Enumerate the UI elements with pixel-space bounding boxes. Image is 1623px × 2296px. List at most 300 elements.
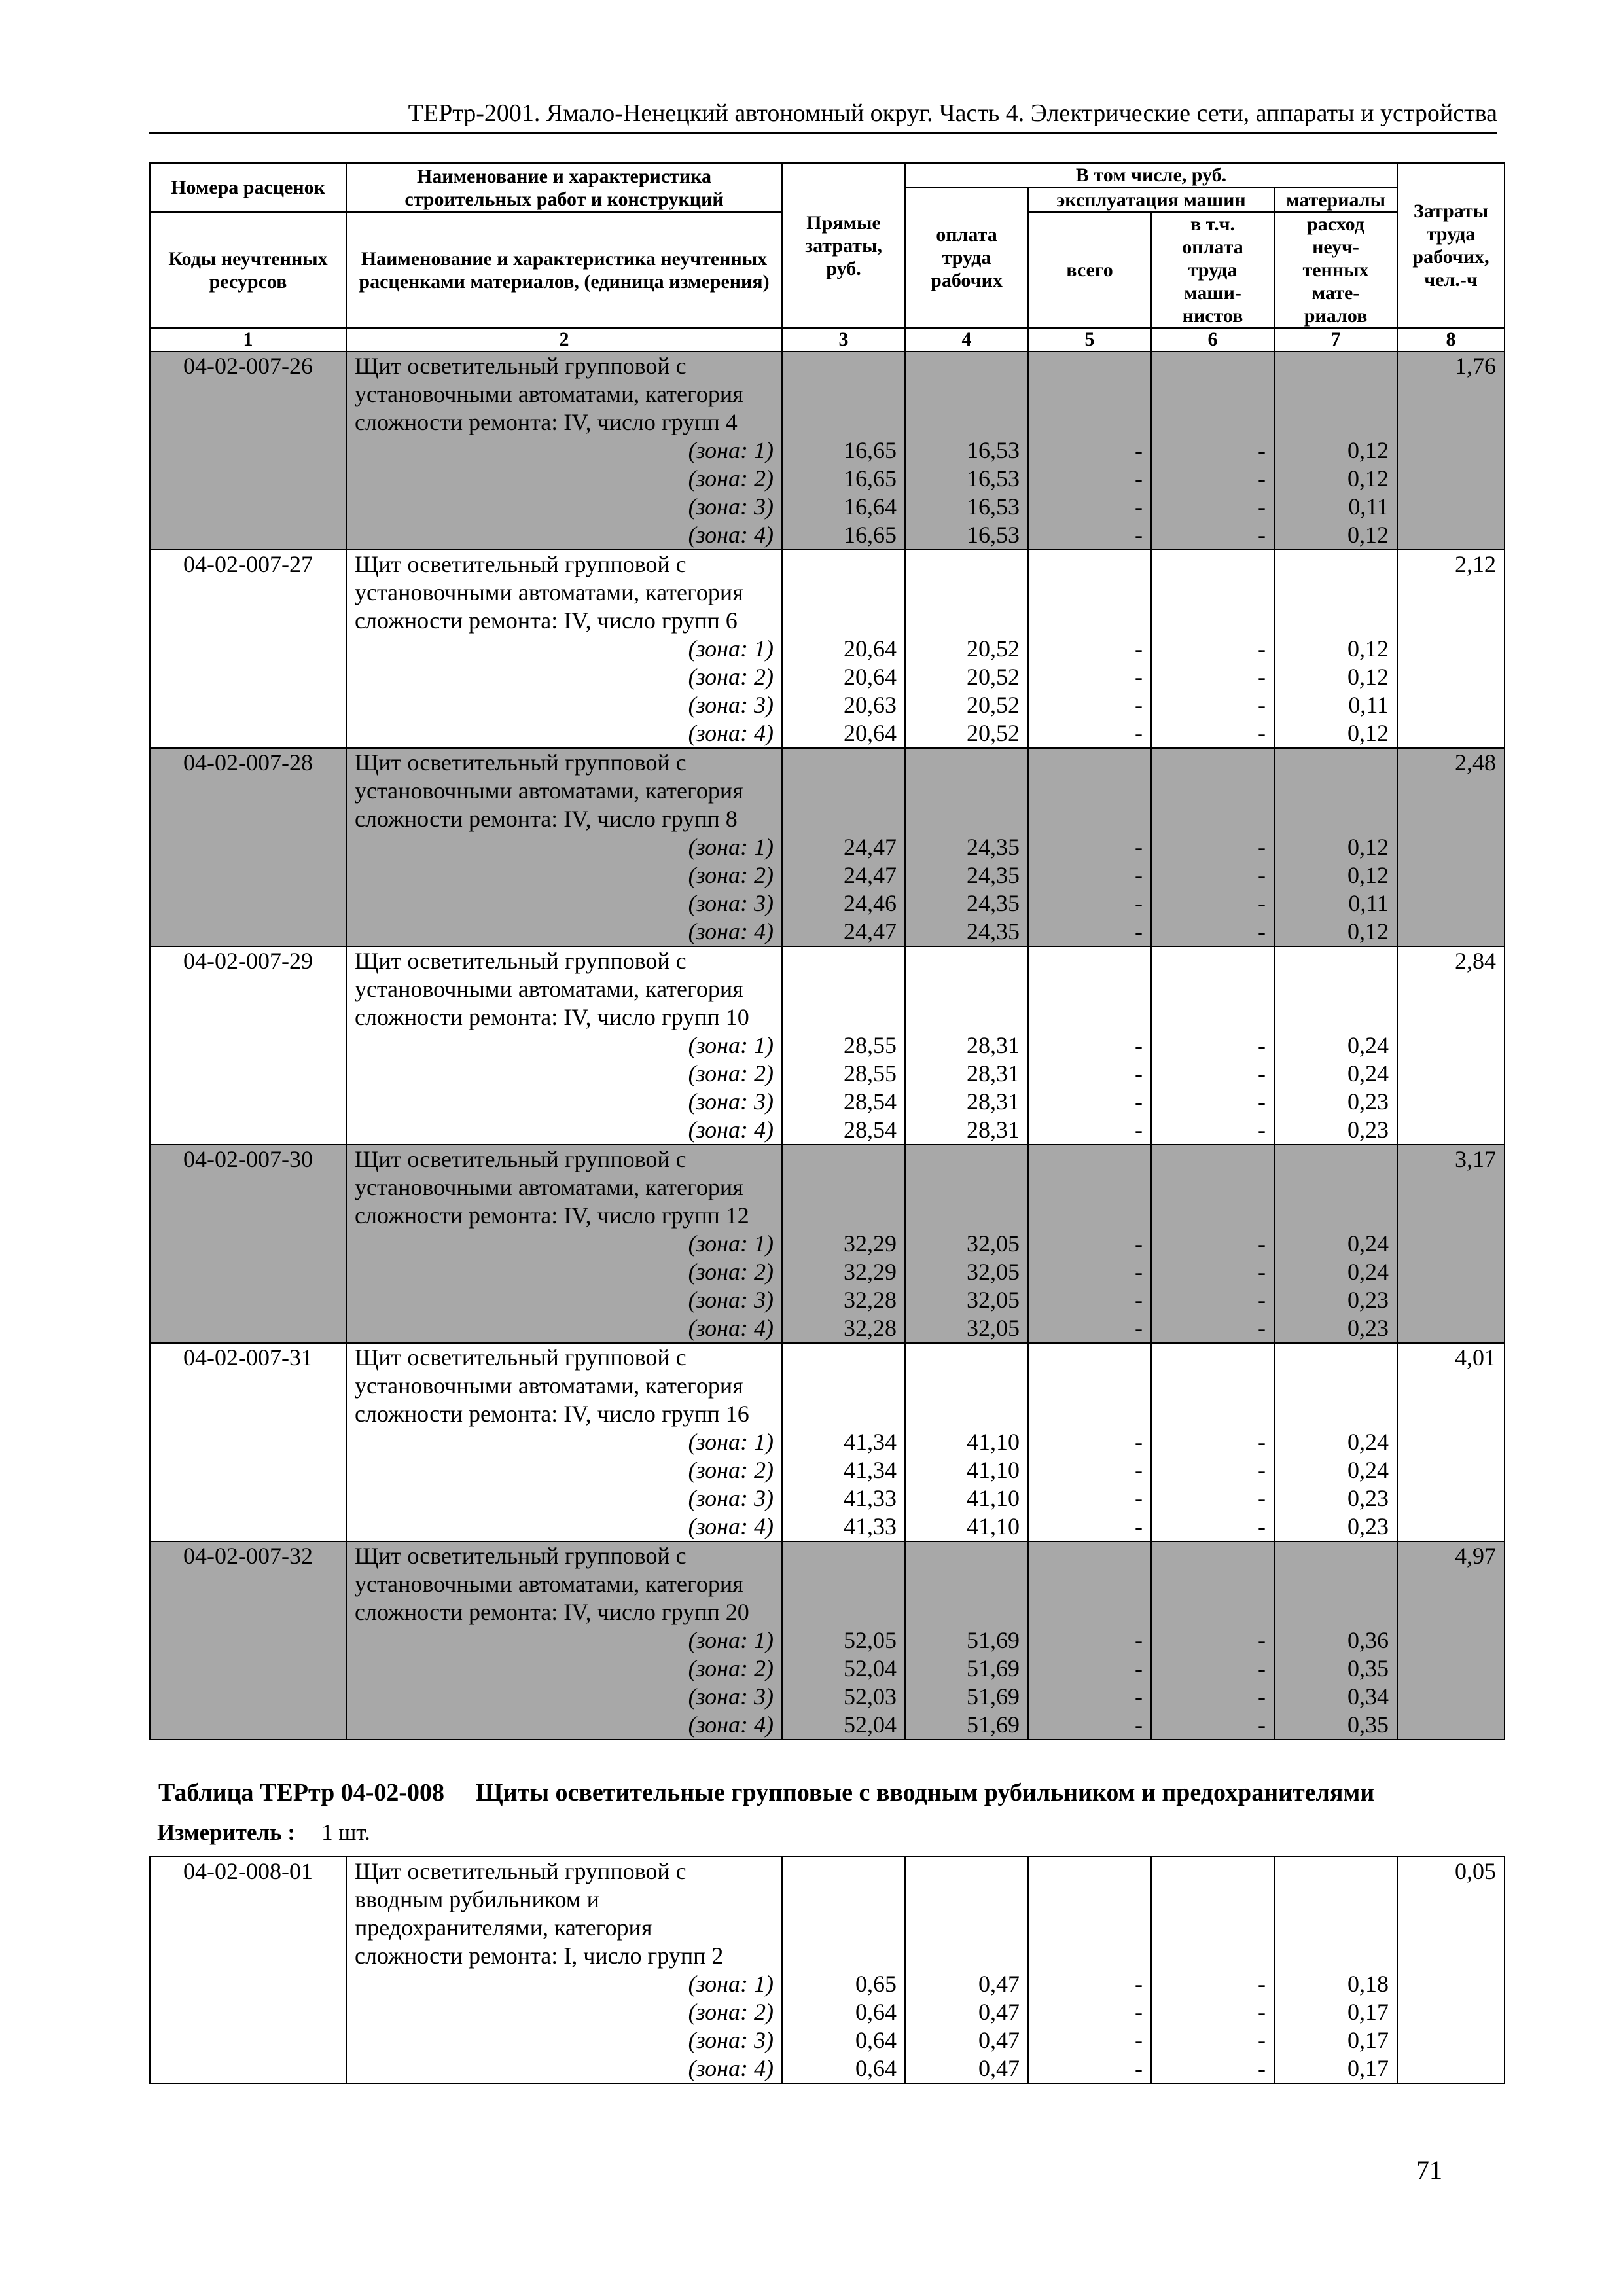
header-machine-operation: эксплуатация машин	[1028, 187, 1274, 212]
description-line: Щит осветительный групповой с	[355, 948, 687, 974]
description-line: установочными автоматами, категория	[355, 1174, 743, 1200]
blank-line	[914, 805, 1020, 833]
cell-value: 20,64	[844, 664, 897, 690]
zone-label: (зона: 4)	[688, 1315, 774, 1341]
blank-line	[1160, 1174, 1266, 1202]
cell-value: -	[1135, 1287, 1143, 1313]
blank-line	[1037, 550, 1143, 579]
header-resource-codes: Коды неучтенных ресурсов	[150, 212, 346, 328]
cell-value: -	[1135, 1999, 1143, 2025]
cell-value: 0,34	[1347, 1683, 1389, 1710]
zone-label: (зона: 3)	[688, 692, 774, 718]
cell-value: 0,24	[1347, 1060, 1389, 1086]
blank-line	[1160, 1145, 1266, 1174]
blank-line	[1160, 1857, 1266, 1886]
cell-value: 0,23	[1347, 1117, 1389, 1143]
cell-value: 0,12	[1347, 918, 1389, 944]
blank-line	[1160, 805, 1266, 833]
blank-line	[1160, 1400, 1266, 1428]
cell-value: -	[1135, 1429, 1143, 1455]
cell-value: -	[1135, 834, 1143, 860]
blank-line	[914, 380, 1020, 408]
zone-label: (зона: 2)	[688, 1060, 774, 1086]
blank-line	[791, 1174, 897, 1202]
cell-value: -	[1258, 1655, 1266, 1681]
blank-line	[791, 1400, 897, 1428]
blank-line	[1037, 1372, 1143, 1400]
cell-value: -	[1135, 1683, 1143, 1710]
cell-value: 0,17	[1347, 1999, 1389, 2025]
description-line: Щит осветительный групповой с	[355, 353, 687, 379]
rate-code: 04-02-007-26	[150, 351, 346, 550]
blank-line	[791, 1145, 897, 1174]
description-line: установочными автоматами, категория	[355, 1571, 743, 1597]
zone-label: (зона: 1)	[688, 1429, 774, 1455]
blank-line	[791, 1886, 897, 1914]
blank-line	[1283, 352, 1389, 380]
blank-line	[1160, 975, 1266, 1003]
blank-line	[1037, 1598, 1143, 1626]
cell-value: -	[1258, 1971, 1266, 1997]
header-rate-numbers: Номера расценок	[150, 163, 346, 212]
header-machines-total: всего	[1028, 212, 1151, 328]
cell-value: 51,69	[967, 1627, 1020, 1653]
table2-unit	[157, 1820, 370, 1846]
zone-label: (зона: 1)	[688, 1230, 774, 1257]
blank-line	[1160, 1914, 1266, 1942]
blank-line	[1037, 1542, 1143, 1570]
cell-value: 24,47	[844, 862, 897, 888]
zone-label: (зона: 1)	[688, 1032, 774, 1058]
cell-value: 0,64	[855, 2055, 897, 2081]
blank-line	[914, 607, 1020, 635]
cell-value: -	[1258, 1485, 1266, 1511]
worker-pay-cell	[905, 1857, 1028, 2083]
cell-value: -	[1258, 834, 1266, 860]
blank-line	[791, 550, 897, 579]
cell-value: 20,64	[844, 720, 897, 746]
rate-code: 04-02-007-30	[150, 1145, 346, 1343]
zone-label: (зона: 2)	[688, 1457, 774, 1483]
rate-code: 04-02-008-01	[150, 1857, 346, 2083]
blank-line	[1160, 749, 1266, 777]
machines-total-cell	[1028, 351, 1151, 550]
blank-line	[1037, 607, 1143, 635]
worker-pay-cell	[905, 1145, 1028, 1343]
machinist-pay-cell	[1151, 748, 1274, 946]
cell-value: -	[1135, 1655, 1143, 1681]
cell-value: 28,31	[967, 1088, 1020, 1115]
rate-description	[346, 1343, 782, 1541]
zone-label: (зона: 2)	[688, 1655, 774, 1681]
cell-value: 28,55	[844, 1060, 897, 1086]
materials-cell	[1274, 1343, 1397, 1541]
direct-cost-cell	[782, 1541, 905, 1740]
blank-line	[791, 1344, 897, 1372]
table2-rates	[149, 1856, 1505, 2084]
cell-value: 41,33	[844, 1513, 897, 1539]
blank-line	[1160, 607, 1266, 635]
blank-line	[1283, 408, 1389, 437]
rate-row	[150, 946, 1505, 1145]
rate-row	[150, 550, 1505, 748]
worker-pay-cell	[905, 351, 1028, 550]
cell-value: 0,17	[1347, 2055, 1389, 2081]
blank-line	[1283, 380, 1389, 408]
cell-value: 0,47	[978, 2027, 1020, 2053]
cell-value: -	[1258, 1457, 1266, 1483]
zone-label: (зона: 1)	[688, 1971, 774, 1997]
blank-line	[791, 1598, 897, 1626]
description-line: сложности ремонта: IV, число групп 6	[355, 607, 738, 634]
cell-value: 52,05	[844, 1627, 897, 1653]
blank-line	[1160, 408, 1266, 437]
description-line: установочными автоматами, категория	[355, 976, 743, 1002]
blank-line	[1283, 607, 1389, 635]
blank-line	[1037, 1003, 1143, 1031]
blank-line	[914, 1886, 1020, 1914]
cell-value: 32,28	[844, 1287, 897, 1313]
rates-table	[149, 162, 1505, 1740]
blank-line	[914, 1400, 1020, 1428]
blank-line	[1283, 1942, 1389, 1970]
cell-value: -	[1258, 1088, 1266, 1115]
blank-line	[914, 579, 1020, 607]
machines-total-cell	[1028, 946, 1151, 1145]
blank-line	[1037, 352, 1143, 380]
materials-cell	[1274, 946, 1397, 1145]
cell-value: -	[1258, 1060, 1266, 1086]
rate-code: 04-02-007-31	[150, 1343, 346, 1541]
cell-value: 0,24	[1347, 1032, 1389, 1058]
machinist-pay-cell	[1151, 1145, 1274, 1343]
cell-value: 51,69	[967, 1683, 1020, 1710]
description-line: сложности ремонта: IV, число групп 10	[355, 1004, 749, 1030]
worker-pay-cell	[905, 748, 1028, 946]
cell-value: -	[1135, 1117, 1143, 1143]
cell-value: -	[1135, 1032, 1143, 1058]
cell-value: -	[1258, 862, 1266, 888]
column-number: 7	[1274, 328, 1397, 351]
rate-code: 04-02-007-27	[150, 550, 346, 748]
cell-value: 41,34	[844, 1457, 897, 1483]
blank-line	[1037, 1174, 1143, 1202]
blank-line	[791, 380, 897, 408]
blank-line	[791, 1857, 897, 1886]
rate-code: 04-02-007-32	[150, 1541, 346, 1740]
cell-value: 20,63	[844, 692, 897, 718]
blank-line	[1283, 1344, 1389, 1372]
cell-value: 16,65	[844, 465, 897, 492]
header-material-name: Наименование и характеристика неучтенных расценками материалов, (единица измерения)	[346, 212, 782, 328]
rate-description	[346, 351, 782, 550]
cell-value: -	[1258, 1287, 1266, 1313]
rate-description	[346, 748, 782, 946]
cell-value: 52,04	[844, 1712, 897, 1738]
zone-label: (зона: 3)	[688, 1287, 774, 1313]
description-line: Щит осветительный групповой с	[355, 1146, 687, 1172]
cell-value: -	[1135, 2027, 1143, 2053]
blank-line	[791, 352, 897, 380]
zone-label: (зона: 2)	[688, 465, 774, 492]
cell-value: 0,64	[855, 2027, 897, 2053]
rate-description	[346, 1145, 782, 1343]
cell-value: 20,52	[967, 664, 1020, 690]
cell-value: 52,04	[844, 1655, 897, 1681]
cell-value: 0,47	[978, 1971, 1020, 1997]
cell-value: 16,53	[967, 437, 1020, 463]
blank-line	[1283, 1174, 1389, 1202]
cell-value: -	[1135, 692, 1143, 718]
cell-value: -	[1135, 1627, 1143, 1653]
description-line: сложности ремонта: IV, число групп 12	[355, 1202, 749, 1229]
unit-value: 1 шт.	[321, 1820, 370, 1845]
column-number: 2	[346, 328, 782, 351]
blank-line	[1160, 1372, 1266, 1400]
cell-value: 0,11	[1348, 692, 1389, 718]
cell-value: 0,65	[855, 1971, 897, 1997]
labor-cost-cell: 4,01	[1397, 1343, 1505, 1541]
blank-line	[1283, 975, 1389, 1003]
labor-cost-cell: 4,97	[1397, 1541, 1505, 1740]
blank-line	[791, 777, 897, 805]
page-number: 71	[1416, 2155, 1442, 2185]
blank-line	[1160, 1344, 1266, 1372]
blank-line	[1283, 1598, 1389, 1626]
table2-heading	[158, 1776, 1507, 1809]
blank-line	[1283, 1202, 1389, 1230]
description-line: установочными автоматами, категория	[355, 579, 743, 605]
machines-total-cell	[1028, 1343, 1151, 1541]
materials-cell	[1274, 1145, 1397, 1343]
cell-value: 41,10	[967, 1513, 1020, 1539]
page-header: ТЕРтр-2001. Ямало-Ненецкий автономный округ. Часть 4. Электрические сети, аппараты и устройства	[149, 98, 1497, 134]
direct-cost-cell	[782, 748, 905, 946]
cell-value: -	[1135, 1971, 1143, 1997]
blank-line	[1037, 579, 1143, 607]
rate-description	[346, 1857, 782, 2083]
blank-line	[1037, 1145, 1143, 1174]
zone-label: (зона: 1)	[688, 636, 774, 662]
zone-label: (зона: 3)	[688, 2027, 774, 2053]
cell-value: 28,31	[967, 1117, 1020, 1143]
cell-value: -	[1258, 1999, 1266, 2025]
blank-line	[914, 777, 1020, 805]
materials-cell	[1274, 1857, 1397, 2083]
cell-value: 0,35	[1347, 1655, 1389, 1681]
cell-value: 28,31	[967, 1060, 1020, 1086]
direct-cost-cell	[782, 1343, 905, 1541]
blank-line	[1283, 1886, 1389, 1914]
cell-value: 0,64	[855, 1999, 897, 2025]
cell-value: 41,33	[844, 1485, 897, 1511]
blank-line	[1283, 749, 1389, 777]
blank-line	[791, 579, 897, 607]
blank-line	[791, 1372, 897, 1400]
cell-value: -	[1135, 1485, 1143, 1511]
cell-value: 28,54	[844, 1088, 897, 1115]
blank-line	[914, 1003, 1020, 1031]
cell-value: 0,12	[1347, 834, 1389, 860]
blank-line	[791, 975, 897, 1003]
blank-line	[1037, 805, 1143, 833]
blank-line	[1283, 1400, 1389, 1428]
cell-value: -	[1258, 1315, 1266, 1341]
blank-line	[1160, 1003, 1266, 1031]
blank-line	[1283, 947, 1389, 975]
cell-value: 0,47	[978, 2055, 1020, 2081]
cell-value: 16,65	[844, 437, 897, 463]
header-direct-costs: Прямые затраты, руб.	[782, 163, 905, 328]
cell-value: -	[1135, 862, 1143, 888]
zone-label: (зона: 2)	[688, 664, 774, 690]
labor-cost-cell: 2,12	[1397, 550, 1505, 748]
cell-value: -	[1258, 2027, 1266, 2053]
cell-value: 51,69	[967, 1712, 1020, 1738]
cell-value: 32,05	[967, 1230, 1020, 1257]
blank-line	[914, 1542, 1020, 1570]
blank-line	[914, 352, 1020, 380]
blank-line	[914, 975, 1020, 1003]
blank-line	[791, 1542, 897, 1570]
blank-line	[914, 408, 1020, 437]
blank-line	[791, 749, 897, 777]
blank-line	[1037, 380, 1143, 408]
rate-description	[346, 946, 782, 1145]
cell-value: -	[1258, 1712, 1266, 1738]
description-line: вводным рубильником и	[355, 1886, 599, 1912]
zone-label: (зона: 2)	[688, 1259, 774, 1285]
rate-row	[150, 748, 1505, 946]
header-labor-costs: Затраты труда рабочих, чел.-ч	[1397, 163, 1505, 328]
header-worker-pay: оплата труда рабочих	[905, 187, 1028, 328]
blank-line	[914, 1914, 1020, 1942]
worker-pay-cell	[905, 946, 1028, 1145]
cell-value: 32,05	[967, 1259, 1020, 1285]
blank-line	[1283, 1145, 1389, 1174]
blank-line	[914, 1857, 1020, 1886]
materials-cell	[1274, 550, 1397, 748]
rate-code: 04-02-007-28	[150, 748, 346, 946]
cell-value: 0,23	[1347, 1088, 1389, 1115]
cell-value: -	[1135, 636, 1143, 662]
description-line: сложности ремонта: IV, число групп 4	[355, 409, 738, 435]
cell-value: 32,28	[844, 1315, 897, 1341]
machinist-pay-cell	[1151, 1857, 1274, 2083]
cell-value: -	[1258, 465, 1266, 492]
direct-cost-cell	[782, 946, 905, 1145]
blank-line	[1037, 1942, 1143, 1970]
cell-value: -	[1258, 1117, 1266, 1143]
description-line: Щит осветительный групповой с	[355, 749, 687, 776]
cell-value: -	[1258, 1259, 1266, 1285]
description-line: сложности ремонта: I, число групп 2	[355, 1943, 724, 1969]
table2-label: Таблица ТЕРтр 04-02-008	[158, 1779, 445, 1806]
cell-value: 32,29	[844, 1259, 897, 1285]
column-number: 4	[905, 328, 1028, 351]
zone-label: (зона: 2)	[688, 1999, 774, 2025]
cell-value: 0,24	[1347, 1429, 1389, 1455]
column-number: 5	[1028, 328, 1151, 351]
blank-line	[1037, 1400, 1143, 1428]
cell-value: -	[1135, 890, 1143, 916]
cell-value: 51,69	[967, 1655, 1020, 1681]
blank-line	[791, 1914, 897, 1942]
cell-value: 0,12	[1347, 522, 1389, 548]
blank-line	[914, 1598, 1020, 1626]
labor-cost-cell: 0,05	[1397, 1857, 1505, 2083]
cell-value: -	[1135, 1088, 1143, 1115]
cell-value: 0,35	[1347, 1712, 1389, 1738]
cell-value: 41,34	[844, 1429, 897, 1455]
cell-value: 0,17	[1347, 2027, 1389, 2053]
cell-value: 41,10	[967, 1457, 1020, 1483]
cell-value: -	[1135, 1060, 1143, 1086]
zone-label: (зона: 3)	[688, 1485, 774, 1511]
blank-line	[1283, 1003, 1389, 1031]
cell-value: 0,12	[1347, 636, 1389, 662]
header-machinist-pay: в т.ч. оплата труда маши-нистов	[1151, 212, 1274, 328]
machinist-pay-cell	[1151, 1343, 1274, 1541]
blank-line	[1160, 1202, 1266, 1230]
zone-label: (зона: 2)	[688, 862, 774, 888]
blank-line	[1160, 1942, 1266, 1970]
labor-cost-cell: 2,84	[1397, 946, 1505, 1145]
description-line: предохранителями, категория	[355, 1914, 652, 1941]
cell-value: 0,24	[1347, 1230, 1389, 1257]
direct-cost-cell	[782, 550, 905, 748]
blank-line	[1283, 550, 1389, 579]
cell-value: -	[1258, 890, 1266, 916]
column-number: 6	[1151, 328, 1274, 351]
description-line: сложности ремонта: IV, число групп 8	[355, 806, 738, 832]
blank-line	[1283, 1570, 1389, 1598]
worker-pay-cell	[905, 550, 1028, 748]
description-line: установочными автоматами, категория	[355, 778, 743, 804]
cell-value: -	[1135, 664, 1143, 690]
cell-value: -	[1135, 1513, 1143, 1539]
cell-value: 20,52	[967, 636, 1020, 662]
zone-label: (зона: 4)	[688, 522, 774, 548]
cell-value: -	[1258, 636, 1266, 662]
machinist-pay-cell	[1151, 351, 1274, 550]
blank-line	[1283, 1857, 1389, 1886]
blank-line	[1037, 1570, 1143, 1598]
blank-line	[1037, 1344, 1143, 1372]
cell-value: -	[1258, 2055, 1266, 2081]
cell-value: 0,12	[1347, 437, 1389, 463]
cell-value: -	[1258, 918, 1266, 944]
cell-value: 16,64	[844, 493, 897, 520]
cell-value: 0,12	[1347, 720, 1389, 746]
zone-label: (зона: 4)	[688, 720, 774, 746]
blank-line	[1037, 777, 1143, 805]
blank-line	[791, 1942, 897, 1970]
machines-total-cell	[1028, 1145, 1151, 1343]
zone-label: (зона: 1)	[688, 834, 774, 860]
blank-line	[791, 1202, 897, 1230]
blank-line	[914, 1202, 1020, 1230]
materials-cell	[1274, 1541, 1397, 1740]
column-number: 3	[782, 328, 905, 351]
blank-line	[1037, 975, 1143, 1003]
cell-value: -	[1135, 1712, 1143, 1738]
cell-value: -	[1258, 493, 1266, 520]
cell-value: 0,23	[1347, 1485, 1389, 1511]
zone-label: (зона: 4)	[688, 1712, 774, 1738]
cell-value: -	[1258, 664, 1266, 690]
blank-line	[914, 947, 1020, 975]
